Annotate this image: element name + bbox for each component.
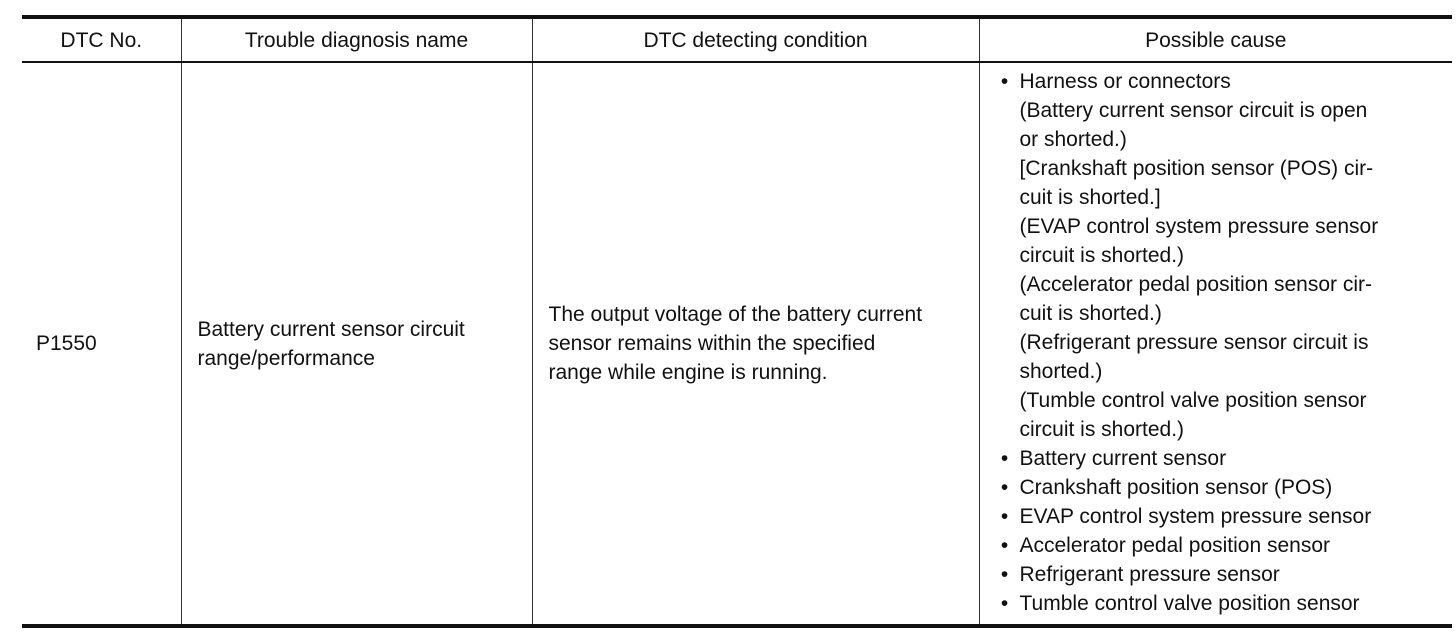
bullet-icon: • <box>1000 563 1009 586</box>
bullet-icon: • <box>1000 534 1009 557</box>
dtc-table <box>22 15 1452 628</box>
bullet-icon: • <box>1000 592 1009 615</box>
cause-label: Tumble control valve position sensor <box>1019 592 1360 615</box>
list-item <box>998 531 1445 560</box>
list-item <box>998 502 1445 531</box>
cause-label: Accelerator pedal position sensor <box>1019 534 1331 557</box>
cause-detail: circuit is shorted.) <box>1019 244 1185 267</box>
cause-detail: (EVAP control system pressure sensor <box>1019 215 1379 238</box>
dtc-number: P1550 <box>36 332 97 355</box>
cause-label: Refrigerant pressure sensor <box>1019 563 1280 586</box>
cause-detail: or shorted.) <box>1019 128 1127 151</box>
header-possible-cause: Possible cause <box>979 17 1452 62</box>
cause-detail: cuit is shorted.] <box>1019 186 1161 209</box>
header-diagnosis-name: Trouble diagnosis name <box>181 17 532 62</box>
header-detecting-condition: DTC detecting condition <box>532 17 979 62</box>
diagnosis-name-line: range/performance <box>197 346 375 370</box>
table-row <box>22 62 1452 626</box>
condition-line: sensor remains within the specified <box>548 332 876 355</box>
diagnosis-name-cell <box>181 62 532 626</box>
condition-line: The output voltage of the battery current <box>548 303 923 326</box>
cause-label: EVAP control system pressure sensor <box>1019 505 1372 528</box>
list-item <box>998 67 1445 444</box>
cause-label: Crankshaft position sensor (POS) <box>1019 476 1333 499</box>
cause-detail: (Accelerator pedal position sensor cir- <box>1019 273 1372 296</box>
cause-detail: cuit is shorted.) <box>1019 302 1162 325</box>
possible-cause-list <box>998 67 1445 618</box>
list-item <box>998 444 1445 473</box>
cause-label: Harness or connectors <box>1019 70 1231 93</box>
condition-line: range while engine is running. <box>548 361 828 384</box>
bullet-icon: • <box>1000 505 1009 528</box>
cause-detail: circuit is shorted.) <box>1019 418 1185 441</box>
cause-detail: [Crankshaft position sensor (POS) cir- <box>1019 157 1374 180</box>
header-row <box>22 17 1452 62</box>
possible-cause-cell <box>979 62 1452 626</box>
list-item <box>998 560 1445 589</box>
cause-label: Battery current sensor <box>1019 447 1227 470</box>
cause-detail: shorted.) <box>1019 360 1103 383</box>
bullet-icon: • <box>1000 70 1009 93</box>
cause-detail: (Refrigerant pressure sensor circuit is <box>1019 331 1369 354</box>
cause-detail: (Tumble control valve position sensor <box>1019 389 1367 412</box>
diagnosis-name-line: Battery current sensor circuit <box>197 317 465 341</box>
list-item <box>998 589 1445 618</box>
cause-detail: (Battery current sensor circuit is open <box>1019 99 1368 122</box>
header-dtc-no: DTC No. <box>22 17 181 62</box>
bullet-icon: • <box>1000 476 1009 499</box>
bullet-icon: • <box>1000 447 1009 470</box>
list-item <box>998 473 1445 502</box>
detecting-condition-cell <box>532 62 979 626</box>
dtc-number-cell <box>22 62 181 626</box>
